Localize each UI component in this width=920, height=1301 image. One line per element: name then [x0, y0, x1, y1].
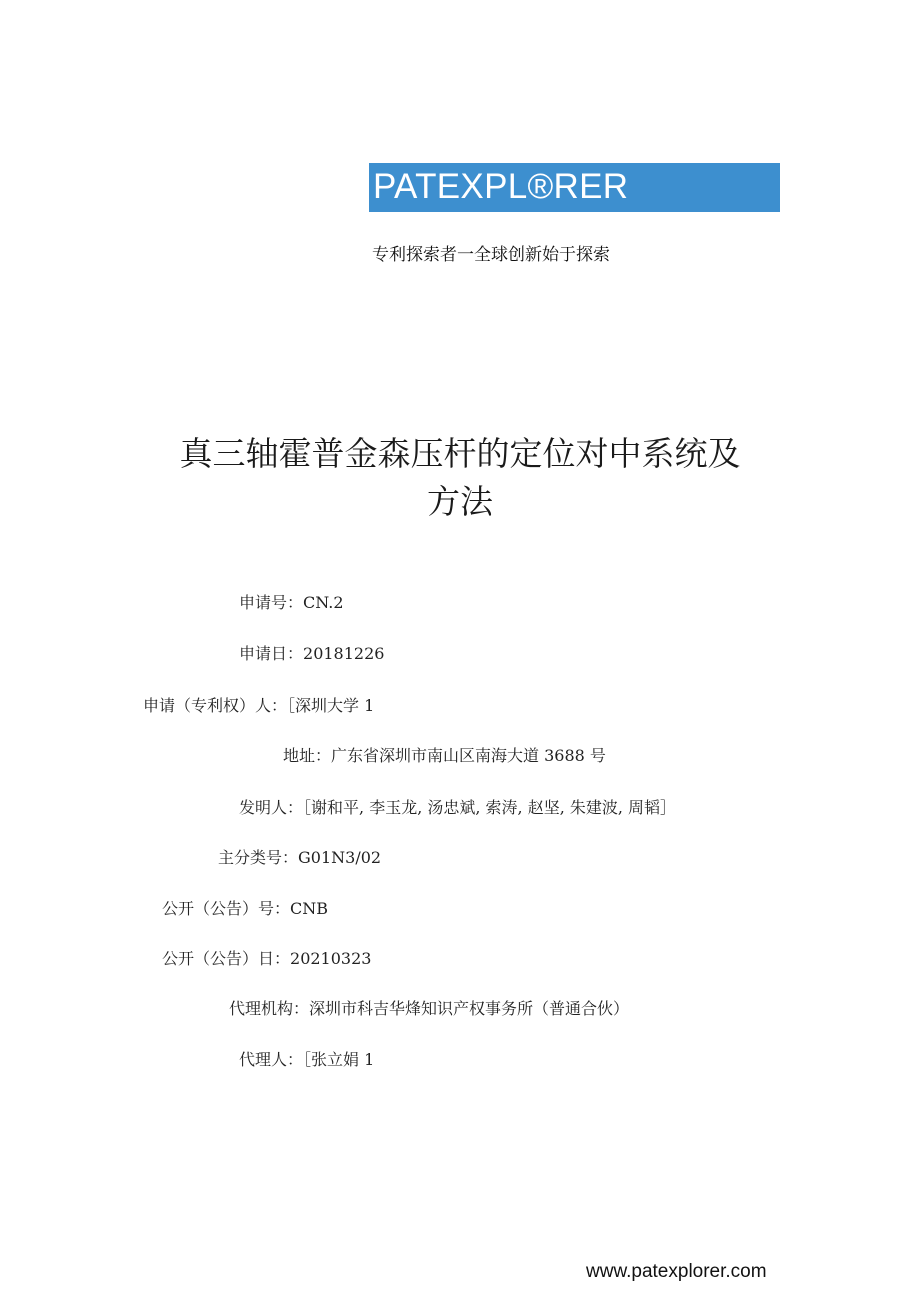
footer-url: www.patexplorer.com — [586, 1261, 767, 1282]
title-line-1: 真三轴霍普金森压杆的定位对中系统及 — [179, 434, 741, 473]
field-value: 20181226 — [303, 644, 385, 663]
field-label: 公开（公告）号： — [162, 899, 291, 918]
field-agency — [229, 998, 629, 1020]
field-application-no — [239, 592, 344, 614]
field-label: 申请日： — [239, 644, 304, 663]
field-label: 申请（专利权）人： — [143, 696, 288, 715]
logo-text: PATEXPL®RER — [373, 167, 629, 206]
field-value: CN.2 — [303, 593, 344, 612]
field-value: 20210323 — [290, 949, 372, 968]
patent-title — [120, 430, 800, 526]
field-applicant — [143, 695, 374, 717]
field-value: ［深圳大学 1 — [287, 696, 375, 715]
field-label: 发明人： — [239, 798, 304, 817]
field-label: 代理人： — [239, 1050, 304, 1069]
field-label: 地址： — [283, 746, 332, 765]
field-publication-date — [162, 948, 371, 970]
field-value: CNB — [290, 899, 329, 918]
field-value: G01N3/02 — [298, 848, 382, 867]
field-application-date — [239, 643, 384, 665]
field-label: 申请号： — [239, 593, 304, 612]
field-publication-no — [162, 898, 328, 920]
field-agent — [239, 1049, 374, 1071]
field-label: 公开（公告）日： — [162, 949, 291, 968]
field-label: 代理机构： — [229, 999, 310, 1018]
field-main-class — [218, 847, 381, 869]
field-value: ［谢和平, 李玉龙, 汤忠斌, 索涛, 赵坚, 朱建波, 周韬］ — [303, 798, 677, 817]
field-inventors — [239, 797, 676, 819]
field-value: ［张立娟 1 — [303, 1050, 375, 1069]
title-line-2: 方法 — [427, 482, 493, 521]
field-address — [283, 745, 606, 767]
field-label: 主分类号： — [218, 848, 299, 867]
slogan: 专利探索者一全球创新始于探索 — [372, 245, 610, 265]
field-value: 深圳市科吉华烽知识产权事务所（普通合伙） — [309, 999, 630, 1018]
field-value: 广东省深圳市南山区南海大道 3688 号 — [331, 746, 606, 765]
brand-logo — [369, 163, 780, 212]
